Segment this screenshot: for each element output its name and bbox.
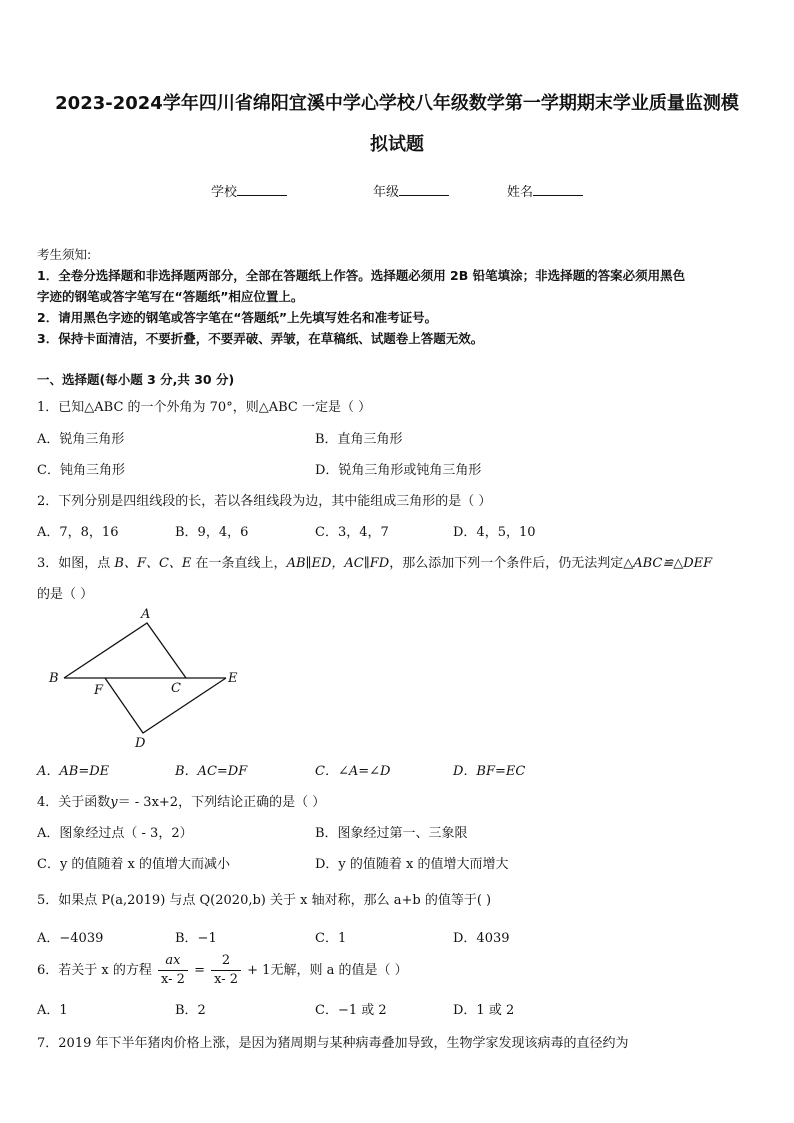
q6-stem-part: 6．若关于 x 的方程 — [37, 963, 152, 978]
q2-stem: 2．下列分别是四组线段的长，若以各组线段为边，其中能组成三角形的是（ ） — [37, 494, 492, 509]
name-blank — [533, 183, 583, 196]
name-label: 姓名 — [507, 185, 534, 200]
q3-option-a: A．AB=DE — [37, 764, 110, 779]
q3-stem-points: B、F、C、E — [114, 556, 192, 571]
q3-stem-part: ，那么添加下列一个条件后，仍无法判定 — [389, 556, 624, 571]
label-f: F — [94, 683, 104, 698]
q6-fraction-left — [158, 952, 188, 989]
label-a: A — [141, 607, 151, 622]
q5-option-a: A．−4039 — [37, 931, 104, 946]
label-b: B — [49, 671, 59, 686]
q1-stem: 1．已知△ABC 的一个外角为 70°，则△ABC 一定是（ ） — [37, 400, 372, 415]
q6-frac1-denominator: x- 2 — [161, 972, 185, 987]
label-c: C — [171, 681, 181, 696]
q4-option-d: D．y 的值随着 x 的值增大而增大 — [315, 857, 509, 872]
notice-item-3: 3．保持卡面清洁，不要折叠，不要弄破、弄皱，在草稿纸、试题卷上答题无效。 — [37, 331, 484, 346]
q3-stem-part: 3．如图，点 — [37, 556, 115, 571]
grade-blank — [399, 183, 449, 196]
q3-option-c: C．∠A=∠D — [315, 764, 391, 779]
q6-frac2-numerator: 2 — [211, 952, 241, 971]
q6-option-b: B．2 — [175, 1003, 206, 1018]
q3-triangle-figure — [40, 600, 250, 752]
q2-option-d: D．4，5，10 — [453, 525, 536, 540]
q4-option-a: A．图象经过点（ - 3，2） — [37, 826, 193, 841]
q4-function-var: y — [110, 795, 118, 810]
q5-option-b: B．−1 — [175, 931, 217, 946]
triangle-fde — [105, 678, 226, 733]
q6-stem-part: + 1无解，则 a 的值是（ ） — [247, 963, 408, 978]
grade-field — [373, 181, 449, 200]
q1-option-c: C．钝角三角形 — [37, 463, 125, 478]
q4-option-c: C．y 的值随着 x 的值增大而减小 — [37, 857, 231, 872]
label-d: D — [135, 736, 146, 751]
q4-stem — [37, 791, 325, 810]
q6-frac2-denominator: x- 2 — [214, 972, 239, 987]
q5-stem: 5．如果点 P(a,2019) 与点 Q(2020,b) 关于 x 轴对称，那么 a+b 的值等于( ) — [37, 893, 492, 908]
q5-option-d: D．4039 — [453, 931, 510, 946]
q3-stem-part: 在一条直线上， — [191, 556, 287, 571]
school-label: 学校 — [211, 185, 238, 200]
q2-option-a: A．7，8，16 — [37, 525, 119, 540]
grade-label: 年级 — [373, 185, 400, 200]
q6-option-a: A．1 — [37, 1003, 68, 1018]
q6-frac1-numerator: ax — [158, 952, 188, 971]
notice-item-1a: 1．全卷分选择题和非选择题两部分，全部在答题纸上作答。选择题必须用 2B 铅笔填涂；非选择题的答案必须用黑色 — [37, 268, 686, 283]
exam-title-line1: 2023-2024学年四川省绵阳宜溪中学心学校八年级数学第一学期期末学业质量监测模 — [55, 93, 739, 114]
triangle-abc — [64, 623, 186, 678]
q2-option-b: B．9，4，6 — [175, 525, 249, 540]
section-heading: 一、选择题(每小题 3 分,共 30 分) — [37, 372, 235, 387]
q3-stem — [37, 552, 712, 571]
q3-stem-line2: 的是（ ） — [37, 587, 94, 602]
q6-stem — [37, 952, 408, 989]
q1-option-a: A．锐角三角形 — [37, 432, 125, 447]
q3-option-b: B．AC=DF — [175, 764, 248, 779]
q2-option-c: C．3，4，7 — [315, 525, 389, 540]
q5-option-c: C．1 — [315, 931, 347, 946]
q4-option-b: B．图象经过第一、三象限 — [315, 826, 468, 841]
q6-equals: = — [194, 963, 205, 978]
q3-stem-parallel: AB∥ED，AC∥FD — [286, 556, 390, 571]
q6-option-c: C．−1 或 2 — [315, 1003, 387, 1018]
school-field — [211, 181, 287, 200]
q1-option-b: B．直角三角形 — [315, 432, 403, 447]
q6-option-d: D．1 或 2 — [453, 1003, 515, 1018]
notice-heading: 考生须知: — [37, 247, 92, 262]
q7-stem: 7．2019 年下半年猪肉价格上涨，是因为猪周期与某种病毒叠加导致，生物学家发现该病毒的直径约为 — [37, 1036, 629, 1051]
q3-stem-congruence: △ABC≌△DEF — [623, 556, 713, 571]
q6-fraction-right — [211, 952, 241, 989]
notice-item-2: 2．请用黑色字迹的钢笔或答字笔在“答题纸”上先填写姓名和准考证号。 — [37, 310, 438, 325]
label-e: E — [228, 671, 238, 686]
name-field — [507, 181, 583, 200]
q4-stem-part: ＝ - 3x+2，下列结论正确的是（ ） — [117, 795, 326, 810]
q1-option-d: D．锐角三角形或钝角三角形 — [315, 463, 482, 478]
exam-title-line2: 拟试题 — [370, 134, 424, 155]
q3-option-d: D．BF=EC — [453, 764, 526, 779]
q4-stem-part: 4．关于函数 — [37, 795, 111, 810]
school-blank — [237, 183, 287, 196]
notice-item-1b: 字迹的钢笔或答字笔写在“答题纸”相应位置上。 — [37, 289, 304, 304]
